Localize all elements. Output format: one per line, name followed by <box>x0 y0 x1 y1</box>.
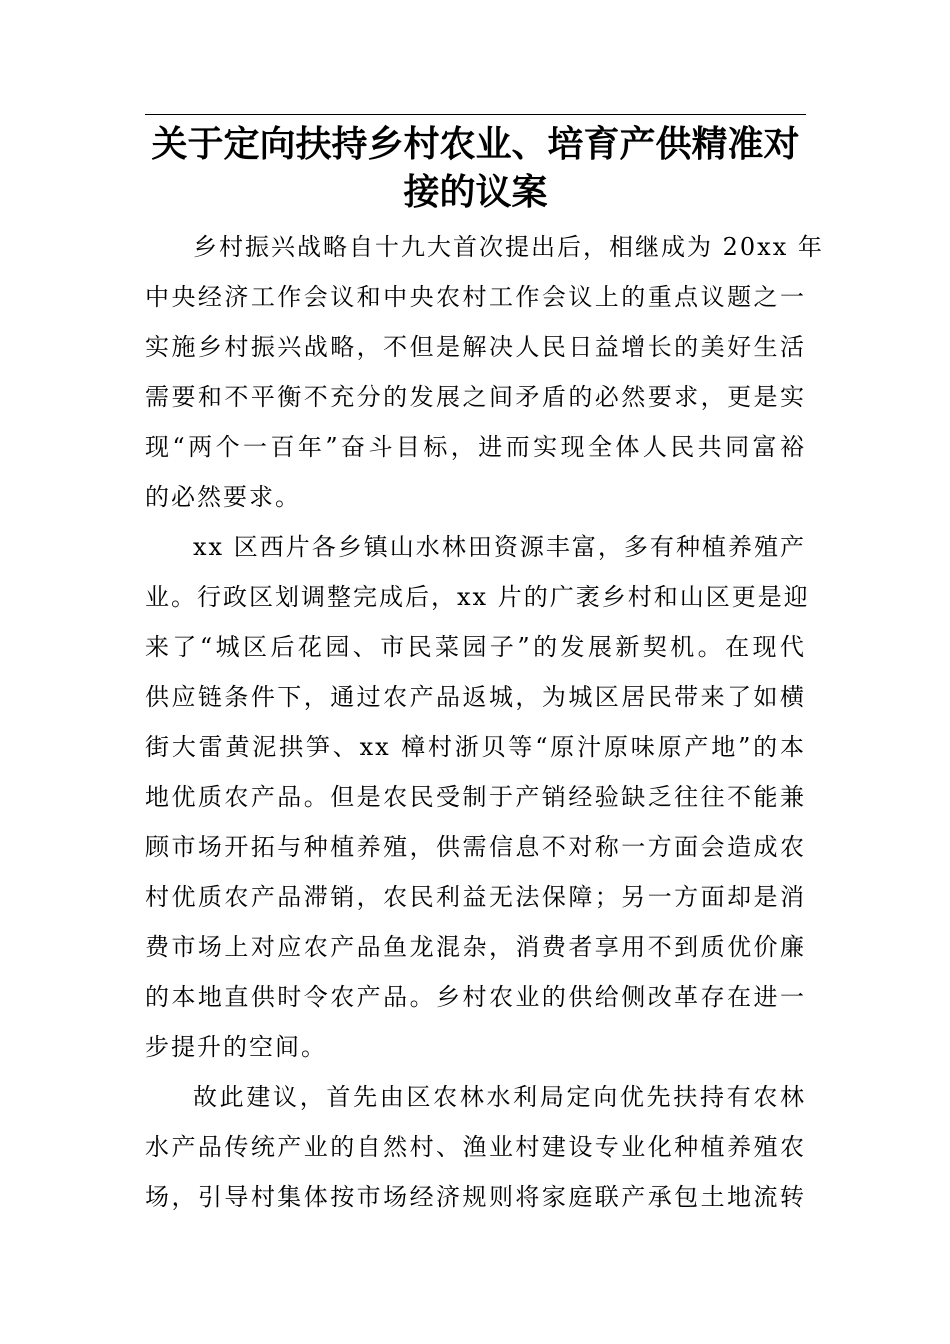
text-line: 街大雷黄泥拱笋、xx 樟村浙贝等“原汁原味原产地”的本 <box>145 733 806 761</box>
paragraph-2 <box>145 522 810 1072</box>
text-line: 步提升的空间。 <box>145 1033 327 1061</box>
text-line: 的必然要求。 <box>145 483 301 511</box>
text-line: 业。行政区划调整完成后，xx 片的广袤乡村和山区更是迎 <box>145 583 810 611</box>
text-line: 供应链条件下，通过农产品返城，为城区居民带来了如横 <box>145 683 806 711</box>
text-line: 来了“城区后花园、市民菜园子”的发展新契机。在现代 <box>145 633 806 661</box>
document-title <box>145 120 806 216</box>
title-line-2: 接的议案 <box>403 171 548 213</box>
text-line: xx 区西片各乡镇山水林田资源丰富，多有种植养殖产 <box>193 533 806 561</box>
document-body <box>145 222 824 1222</box>
header-rule <box>145 114 806 115</box>
paragraph-3 <box>145 1072 806 1222</box>
text-line: 需要和不平衡不充分的发展之间矛盾的必然要求，更是实 <box>145 383 806 411</box>
text-line: 顾市场开拓与种植养殖，供需信息不对称一方面会造成农 <box>145 833 806 861</box>
text-line: 中央经济工作会议和中央农村工作会议上的重点议题之一 <box>145 283 806 311</box>
paragraph-1 <box>145 222 824 522</box>
text-line: 场，引导村集体按市场经济规则将家庭联产承包土地流转 <box>145 1183 806 1211</box>
text-line: 实施乡村振兴战略，不但是解决人民日益增长的美好生活 <box>145 333 806 361</box>
text-line: 故此建议，首先由区农林水利局定向优先扶持有农林 <box>193 1083 806 1111</box>
text-line: 的本地直供时令农产品。乡村农业的供给侧改革存在进一 <box>145 983 806 1011</box>
text-line: 地优质农产品。但是农民受制于产销经验缺乏往往不能兼 <box>145 783 806 811</box>
text-line: 乡村振兴战略自十九大首次提出后，相继成为 20xx 年 <box>193 233 824 261</box>
text-line: 村优质农产品滞销，农民利益无法保障；另一方面却是消 <box>145 883 806 911</box>
text-line: 费市场上对应农产品鱼龙混杂，消费者享用不到质优价廉 <box>145 933 806 961</box>
text-line: 现“两个一百年”奋斗目标，进而实现全体人民共同富裕 <box>145 433 806 461</box>
text-line: 水产品传统产业的自然村、渔业村建设专业化种植养殖农 <box>145 1133 806 1161</box>
title-line-1: 关于定向扶持乡村农业、培育产供精准对 <box>151 123 800 165</box>
